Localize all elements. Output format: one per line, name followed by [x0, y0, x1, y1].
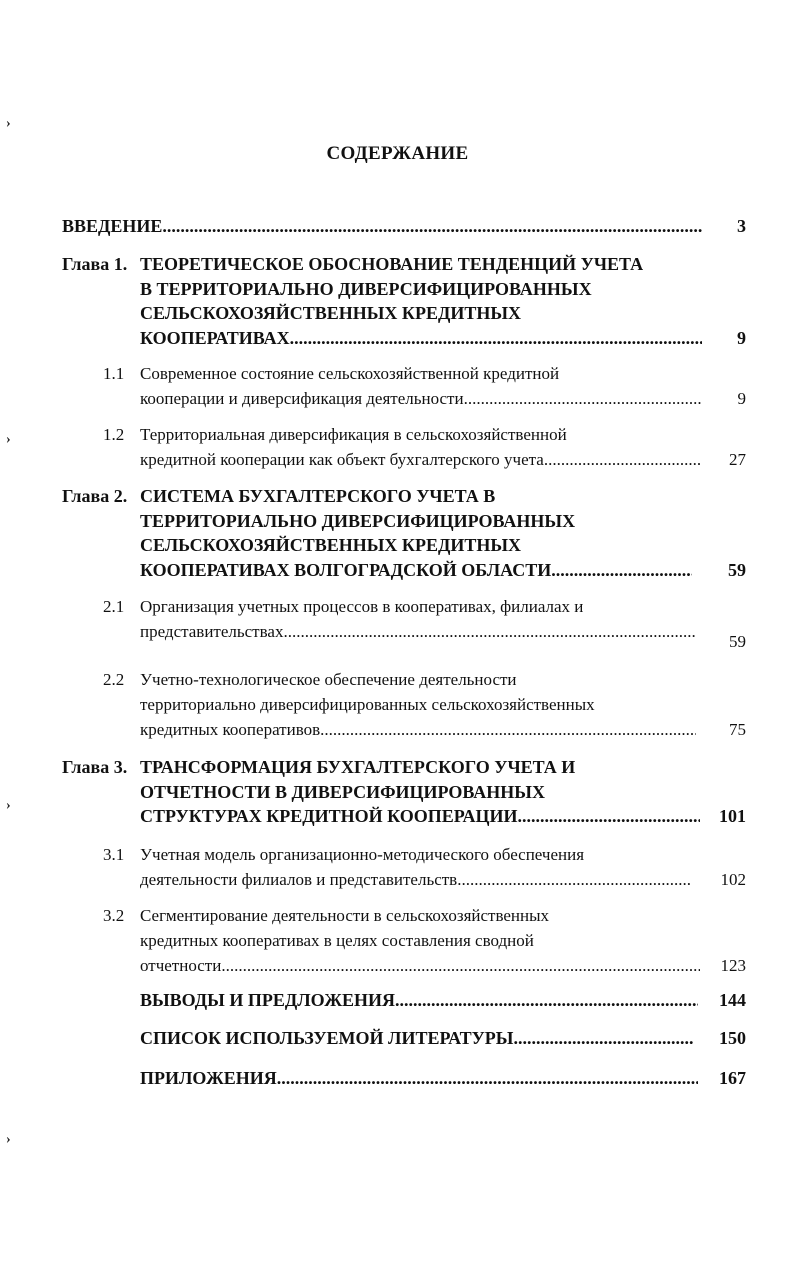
toc-entry-label: 1.2: [103, 425, 125, 444]
toc-entry-introduction[interactable]: [62, 214, 746, 239]
toc-entry-label: 2.1: [103, 597, 125, 616]
toc-page-number: 75: [729, 720, 746, 739]
toc-entry-line: Современное состояние сельскохозяйственной кредитной: [140, 364, 560, 383]
toc-entry-line: кредитных кооперативов .....: [140, 717, 696, 742]
toc-page-number: 102: [720, 870, 746, 889]
toc-page-number: 9: [737, 328, 746, 348]
toc-entry-line: кредитной кооперации как объект бухгалтерского учета .....: [140, 447, 702, 472]
margin-mark: ›: [6, 432, 11, 447]
toc-page-number: 123: [720, 956, 746, 975]
toc-page-number: 101: [719, 806, 746, 826]
toc-page-number: 144: [719, 990, 746, 1010]
toc-entry-line: кредитных кооперативах в целях составления сводной: [140, 931, 534, 950]
toc-entry-line: СТРУКТУРАХ КРЕДИТНОЙ КООПЕРАЦИИ .....: [140, 804, 700, 829]
toc-entry-line: Территориальная диверсификация в сельскохозяйственной: [140, 425, 567, 444]
toc-entry-line: КООПЕРАТИВАХ .....: [140, 326, 702, 351]
toc-page-number: 3: [737, 216, 746, 236]
toc-entry-line: Организация учетных процессов в кооперативах, филиалах и: [140, 597, 584, 616]
toc-entry-label: Глава 1.: [62, 254, 128, 274]
toc-entry-line: отчетности .....: [140, 953, 700, 978]
toc-entry-line: ТРАНСФОРМАЦИЯ БУХГАЛТЕРСКОГО УЧЕТА И: [140, 757, 576, 777]
toc-entry-title: ПРИЛОЖЕНИЯ .....: [140, 1066, 698, 1091]
toc-entry-line: Учетная модель организационно-методического обеспечения: [140, 845, 585, 864]
toc-entry-line: территориально диверсифицированных сельскохозяйственных: [140, 695, 595, 714]
toc-entry-line: ТЕОРЕТИЧЕСКОЕ ОБОСНОВАНИЕ ТЕНДЕНЦИЙ УЧЕТА: [140, 254, 644, 274]
toc-entry-line: деятельности филиалов и представительств .....: [140, 867, 692, 892]
toc-page-number: 167: [719, 1068, 746, 1088]
toc-entry-line: представительствах .....: [140, 619, 696, 644]
toc-entry-label: 3.2: [103, 906, 125, 925]
toc-entry-line: Сегментирование деятельности в сельскохозяйственных: [140, 906, 550, 925]
toc-entry-line: КООПЕРАТИВАХ ВОЛГОГРАДСКОЙ ОБЛАСТИ .....: [140, 558, 692, 583]
toc-page-number: 9: [737, 389, 746, 408]
toc-entry-label: 2.2: [103, 670, 125, 689]
toc-page-number: 59: [729, 632, 746, 651]
toc-page-number: 59: [728, 560, 746, 580]
toc-entry-line: ТЕРРИТОРИАЛЬНО ДИВЕРСИФИЦИРОВАННЫХ: [140, 510, 576, 531]
toc-entry-line: СЕЛЬСКОХОЗЯЙСТВЕННЫХ КРЕДИТНЫХ: [140, 303, 522, 324]
toc-entry-title: ВВЕДЕНИЕ .....: [62, 214, 702, 239]
page-title: СОДЕРЖАНИЕ: [326, 143, 469, 164]
toc-entry-label: Глава 2.: [62, 486, 128, 506]
toc-entry-label: Глава 3.: [62, 757, 128, 777]
toc-entry-line: В ТЕРРИТОРИАЛЬНО ДИВЕРСИФИЦИРОВАННЫХ: [140, 278, 592, 299]
toc-entry-title: ВЫВОДЫ И ПРЕДЛОЖЕНИЯ .....: [140, 988, 698, 1013]
toc-page-number: 27: [729, 450, 746, 469]
toc-entry-line: ОТЧЕТНОСТИ В ДИВЕРСИФИЦИРОВАННЫХ: [140, 781, 545, 802]
toc-entry-label: 1.1: [103, 364, 125, 383]
margin-mark: ›: [6, 116, 11, 131]
toc-entry-label: 3.1: [103, 845, 125, 864]
toc-entry-title: СПИСОК ИСПОЛЬЗУЕМОЙ ЛИТЕРАТУРЫ .....: [140, 1026, 694, 1051]
margin-mark: ›: [6, 798, 11, 813]
toc-entry-line: СИСТЕМА БУХГАЛТЕРСКОГО УЧЕТА В: [140, 486, 496, 506]
margin-mark: ›: [6, 1132, 11, 1147]
toc-entry-line: Учетно-технологическое обеспечение деятельности: [140, 670, 517, 689]
toc-entry-line: СЕЛЬСКОХОЗЯЙСТВЕННЫХ КРЕДИТНЫХ: [140, 535, 522, 556]
toc-entry-line: кооперации и диверсификация деятельности .....: [140, 386, 702, 411]
toc-page-number: 150: [719, 1028, 746, 1048]
